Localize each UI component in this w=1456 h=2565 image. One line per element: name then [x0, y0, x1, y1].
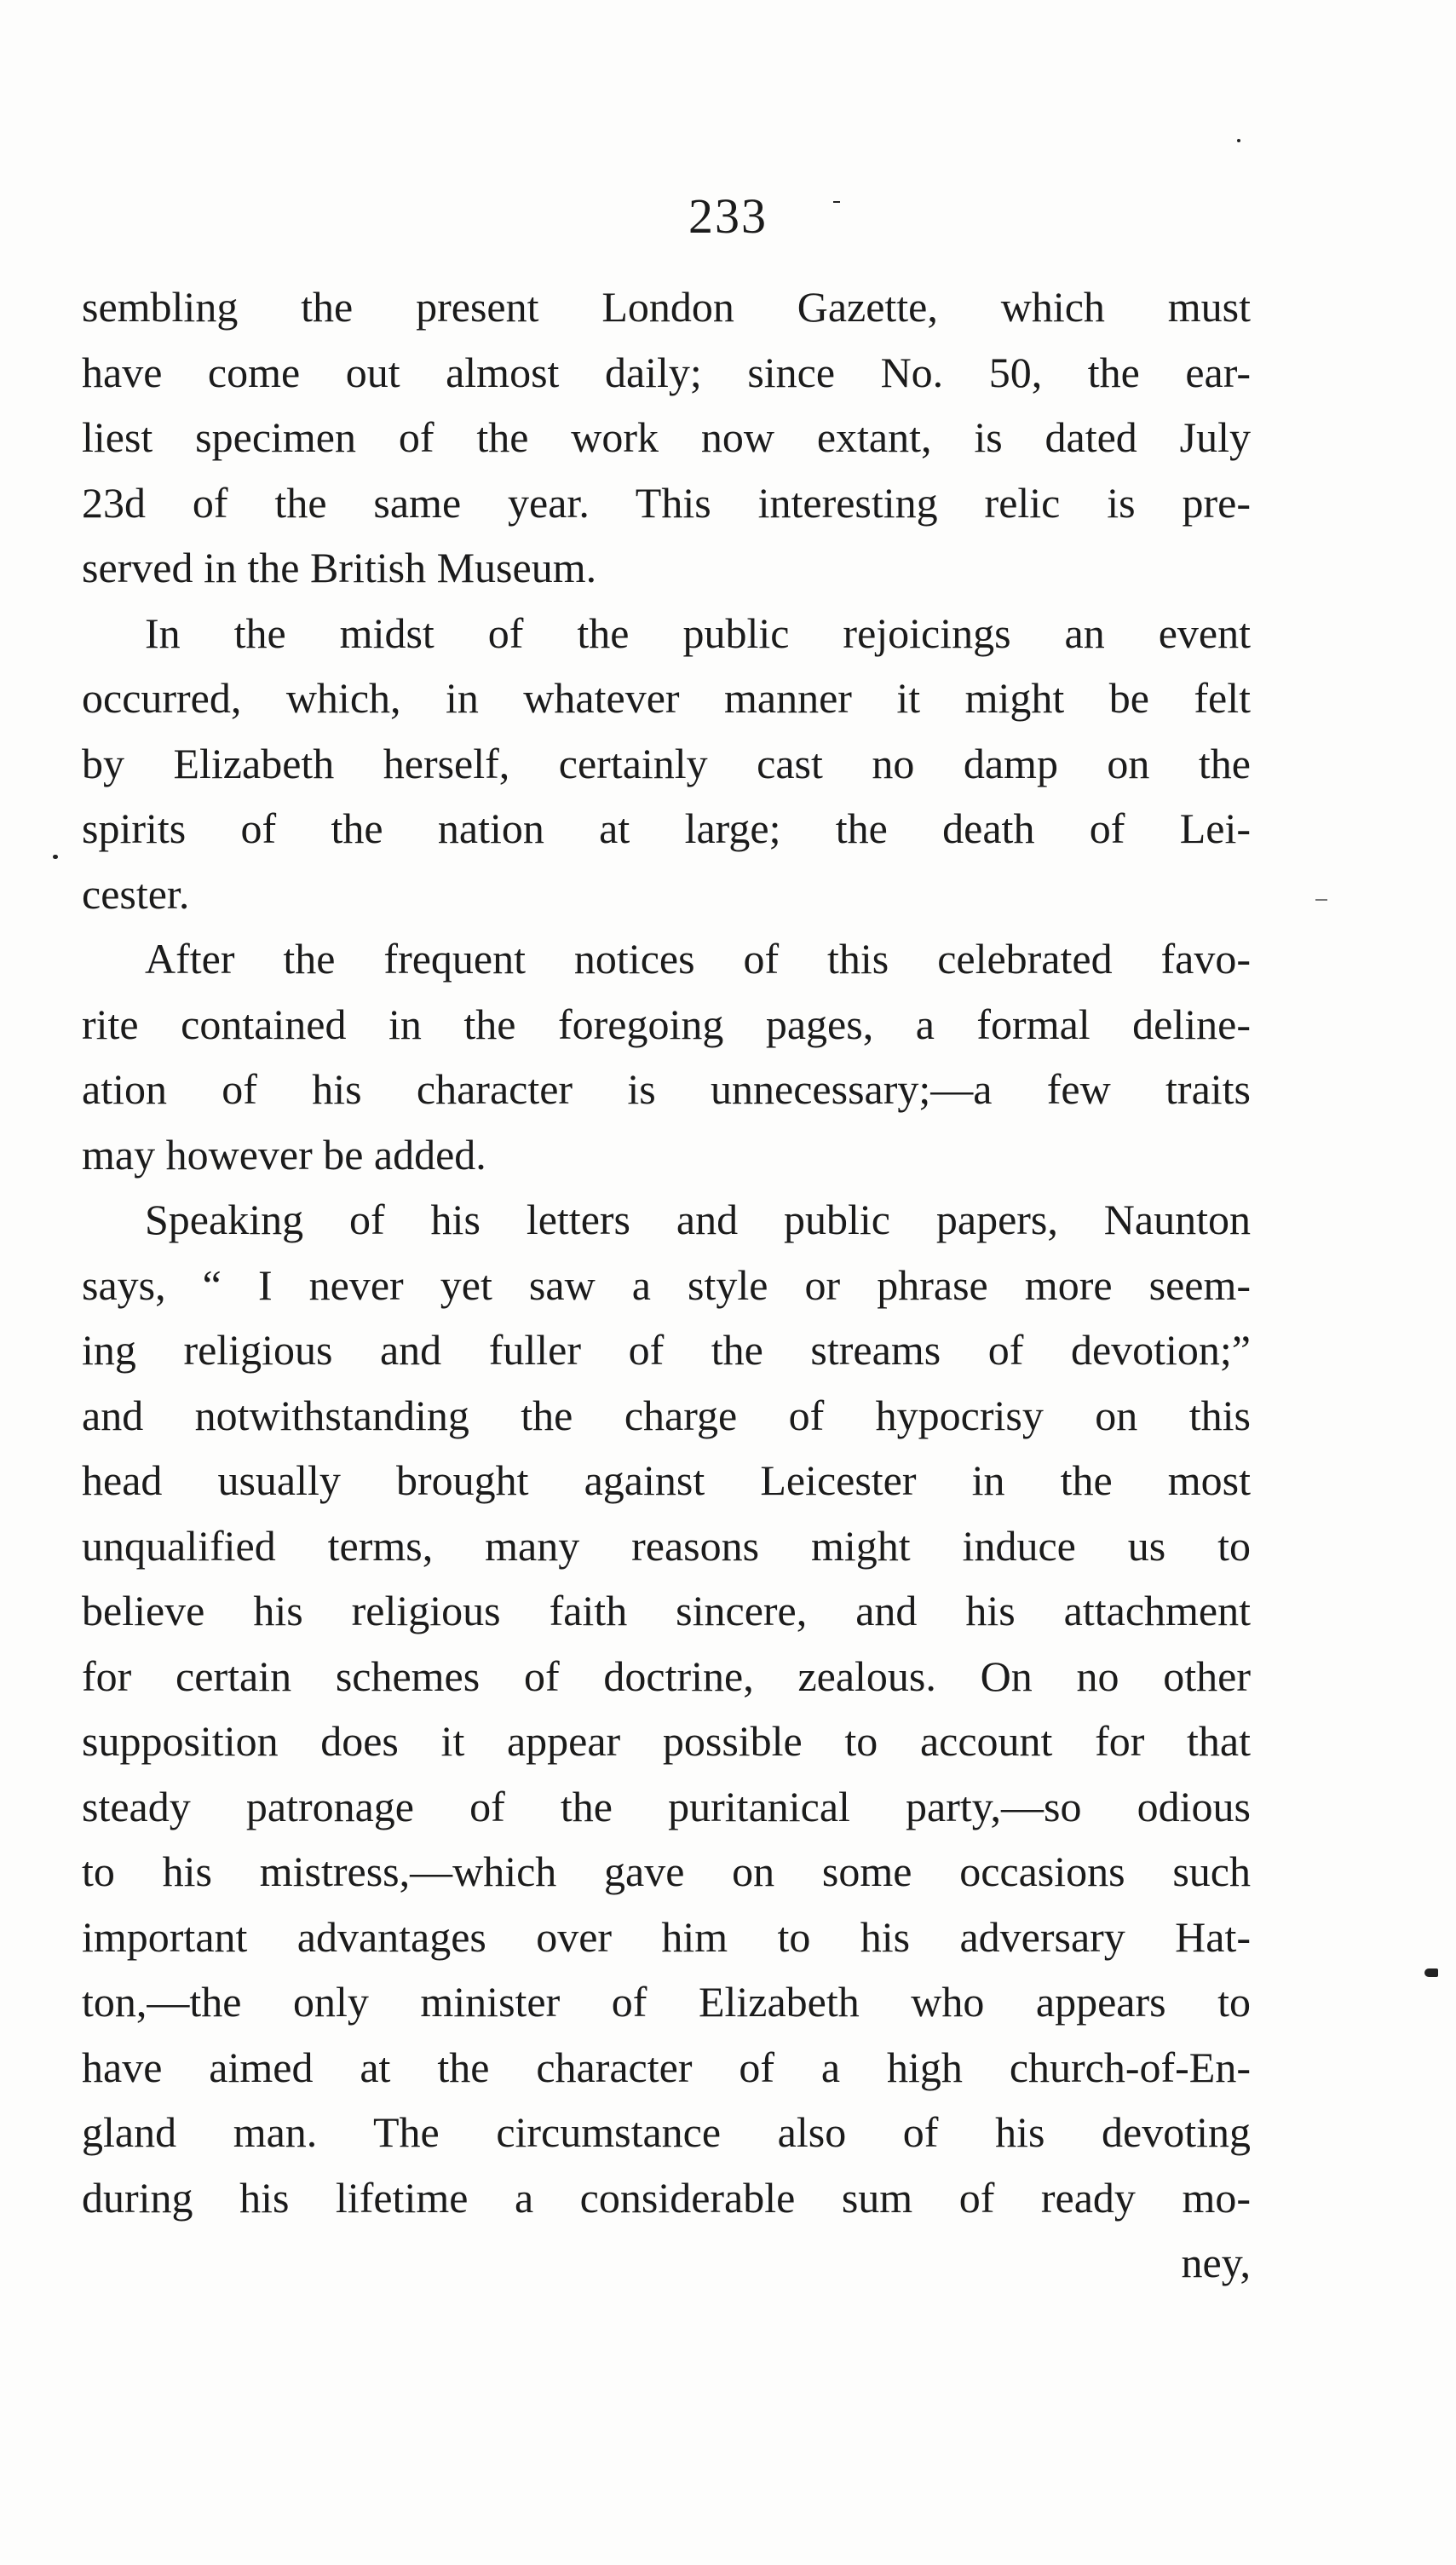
text-line: says, “ I never yet saw a style or phrase more seem- [82, 1260, 1251, 1309]
ink-speck [1315, 899, 1327, 901]
text-line: 23d of the same year. This interesting relic is pre- [82, 478, 1251, 527]
text-line: ation of his character is unnecessary;—a few traits [82, 1065, 1251, 1113]
text-line: for certain schemes of doctrine, zealous. On no other [82, 1651, 1251, 1700]
text-line: occurred, which, in whatever manner it might be felt [82, 674, 1251, 722]
text-line: ton,—the only minister of Elizabeth who appears to [82, 1978, 1251, 2026]
ink-speck [1237, 139, 1240, 142]
text-line: head usually brought against Leicester in the most [82, 1456, 1251, 1504]
paragraph-first-line: After the frequent notices of this celebrated favo- [145, 935, 1251, 983]
catchword: ney, [1181, 2239, 1251, 2286]
text-line: cester. [82, 869, 190, 918]
ink-speck [833, 201, 840, 203]
text-line: have come out almost daily; since No. 50, the ear- [82, 348, 1251, 396]
text-line: served in the British Museum. [82, 544, 597, 591]
text-line: ing religious and fuller of the streams of devotion;” [82, 1326, 1251, 1374]
ink-speck [53, 855, 58, 859]
text-line: supposition does it appear possible to account for that [82, 1717, 1251, 1765]
text-line: rite contained in the foregoing pages, a formal deline- [82, 1000, 1251, 1048]
text-line: by Elizabeth herself, certainly cast no damp on the [82, 739, 1251, 787]
text-line: believe his religious faith sincere, and his attachment [82, 1587, 1251, 1634]
text-line: and notwithstanding the charge of hypocrisy on this [82, 1391, 1251, 1439]
text-line: during his lifetime a considerable sum of ready mo- [82, 2173, 1251, 2222]
paragraph-first-line: In the midst of the public rejoicings an event [145, 608, 1251, 657]
text-line: liest specimen of the work now extant, is dated July [82, 413, 1251, 461]
page-number: 233 [688, 188, 768, 244]
ink-speck [1424, 1968, 1438, 1977]
text-line: gland man. The circumstance also of his devoting [82, 2108, 1251, 2156]
text-line: to his mistress,—which gave on some occasions such [82, 1847, 1251, 1895]
text-line: important advantages over him to his adversary Hat- [82, 1912, 1251, 1961]
text-line: have aimed at the character of a high church-of-En- [82, 2043, 1251, 2091]
paragraph-first-line: Speaking of his letters and public papers, Naunton [145, 1196, 1251, 1243]
text-line: sembling the present London Gazette, which must [82, 283, 1251, 331]
text-line: may however be added. [82, 1130, 486, 1179]
body-text [82, 274, 1251, 2296]
text-line: steady patronage of the puritanical party,—so odious [82, 1782, 1251, 1830]
text-line: spirits of the nation at large; the death of Lei- [82, 804, 1251, 852]
text-line: unqualified terms, many reasons might induce us to [82, 1521, 1251, 1570]
